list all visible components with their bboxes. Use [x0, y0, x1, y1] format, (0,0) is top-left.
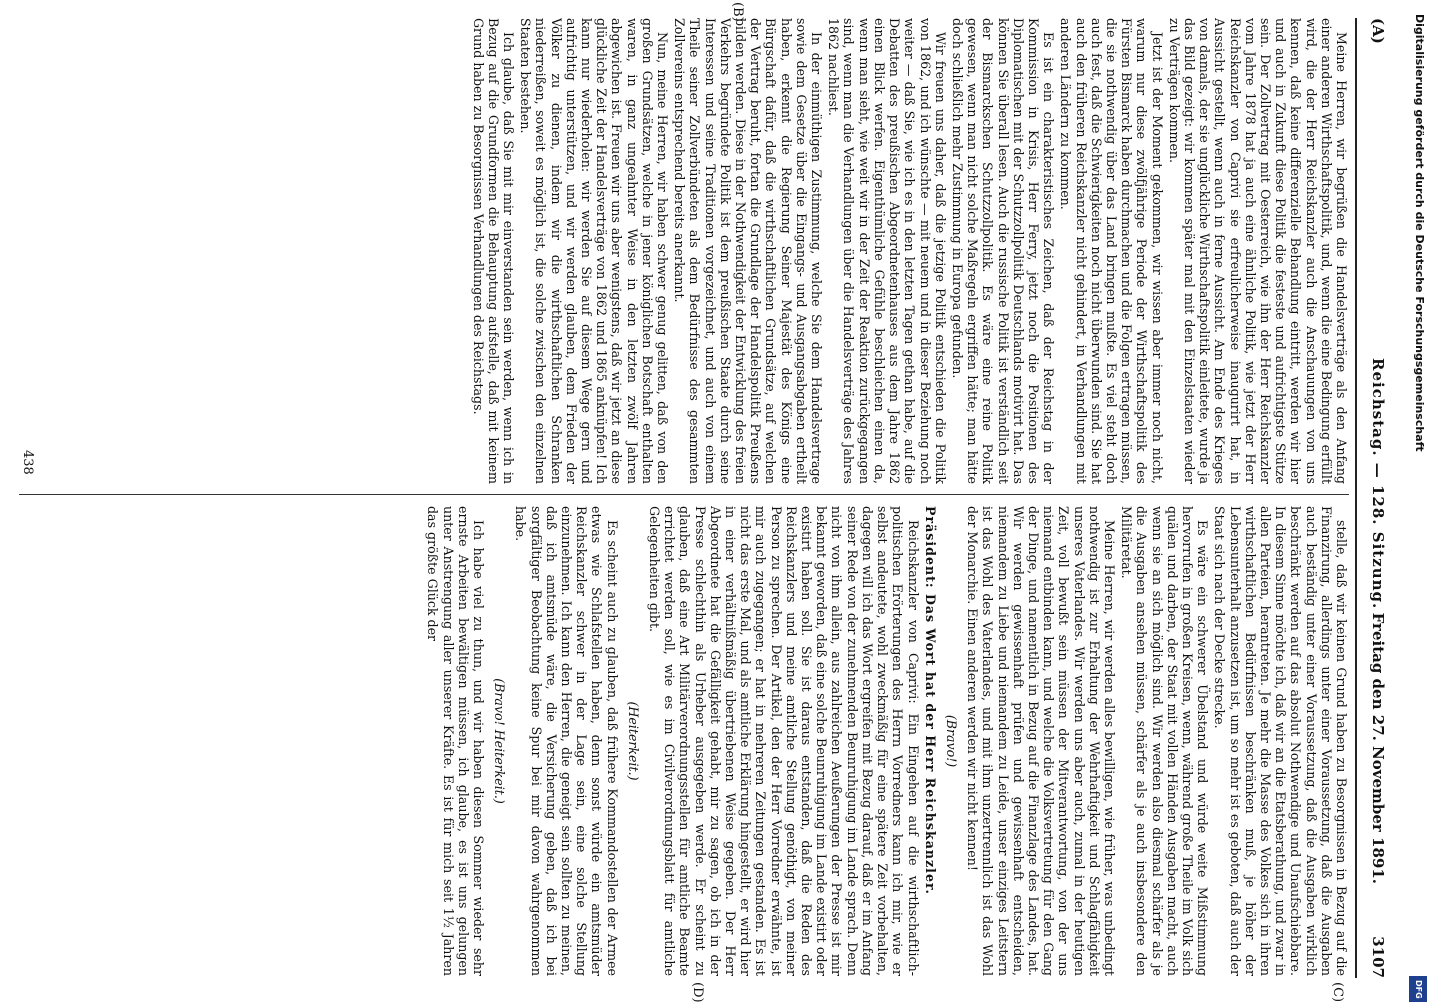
margin-marker-c: (C) [1330, 982, 1345, 1003]
margin-marker-d: (D) [690, 982, 705, 1003]
bottom-page-number: 438 [20, 450, 35, 475]
header-page-number: 3107 [1369, 936, 1387, 978]
paragraph: Ich glaube, daß Sie mit mir einverstanden sein werden, wenn ich in Bezug auf die Grundformen die Behauptung aufstelle, daß mit keinem Grund haben zu Besorgnissen Verhandlungen des Reichstags. [470, 18, 517, 484]
dfg-logo-icon: DFG [1409, 976, 1427, 1002]
page-header [1359, 18, 1387, 978]
header-date-and-page [1369, 613, 1387, 978]
speech-paragraph: Ich habe viel zu thun, und wir haben diesen Sommer wieder sehr ernste Arbeiten bewältigen müssen, ich glaube, es ist uns gelungen unter Anstrengung aller unserer Kräfte. Es ist für mich seit 1½ Jahren das größte Glück der [425, 506, 487, 976]
paragraph: Es wäre ein schwerer Übelstand und würde weite Mißstimmung hervorrufen in großen Kreisen, wenn, während große Theile im Volk sich quälen und darben, der Staat mit vollen Händen Ausgaben macht, auch wenn sie an sich möglich sind. Wir werden also diesmal schärfer als je die Ausgaben ansehen müssen, schärfer als je auch insbesondere den Militäretat. [1119, 506, 1211, 976]
speech-paragraph: Es scheint auch zu glauben, daß frühere Kommandostellen der Armee etwas wie Schlafstellen haben, denn sonst würde ein amtsmüder Reichskanzler schwer in der Lage sein, eine solche Stellung einzunehmen. Ich kann den Herren, die geneigt sein sollten zu meinen, daß ich amtsmüde wäre, die Versicherung geben, daß ich bei sorgfältiger Beobachtung keine Spur bei mir davon wahrgenommen habe. [513, 506, 620, 976]
paragraph: Nun, meine Herren, wir haben schwer genug gelitten, daß von den großen Grundsätzen, welche in jener königlichen Botschaft enthalten waren, in ganz ungeahnter Weise in den letzten zwölf Jahren abgewichen ist. Freuen wir uns aber wenigstens, daß wir jetzt an diese glückliche Zeit der Handelsverträge von 1862 und 1865 anknüpfen! Ich kann nur wiederholen: wir werden Sie auf diesem Wege gern und aufrichtig unterstützen, und wir werden glauben, dem Frieden der Völker zu dienen, indem wir die wirthschaftlichen Schranken niederreißen, soweit es möglich ist, die solche zwischen den einzelnen Staaten bestehen. [518, 18, 671, 484]
applause-note-2: (Bravo! Heiterkeit.) [492, 678, 508, 804]
digitization-note: Digitalisierung gefördert durch die Deutsche Forschungsgemeinschaft [1413, 14, 1426, 452]
paragraph: Meine Herren, wir werden alles bewilligen, wie früher, was unbedingt nothwendig ist zur Erhaltung der Wehrhaftigkeit und Schlagfähigkeit unseres Vaterlandes. Wir werden uns aber auch, zumal in der heutigen Zeit, voll bewußt sein müssen der Mitverantwortung, von der uns niemand entbinden kann, und welche die Volksvertretung für den Gang der Dinge, und namentlich in Bezug auf die Finanzlage des Landes, hat. Wir werden gewissenhaft prüfen und gewissenhaft entscheiden, niemandem zu Liebe und niemandem zu Leide, unser einziges Leitstern ist das Wohl des Vaterlandes, und mit ihm unzertrennlich ist das Wohl der Monarchie. Einen anderen werden wir nicht kennen! [965, 506, 1117, 976]
chair-line: Präsident: Das Wort hat der Herr Reichskanzler. [922, 506, 938, 895]
laughter-note: (Heiterkeit.) [625, 701, 641, 781]
paragraph: Jetzt ist der Moment gekommen, wir wissen aber immer noch nicht, warum nur diese zwölfjährige Periode der Wirthschaftspolitik des Fürsten Bismarck haben durchmachen und die Folgen ertragen müssen, die sie nothwendig über das Land bringen mußte. Es viel steht doch auch fest, daß die Schwierigkeiten noch nicht überwunden sind. Sie hat auch den früheren Reichskanzler nicht gehindert, in Verhandlungen mit anderen Ländern zu kommen. [1058, 18, 1165, 484]
paragraph: Meine Herren, wir begrüßen die Handelsverträge als den Anfang einer anderen Wirthschaftspolitik, und, wenn die eine Bedingung erfüllt wird, die der Herr Reichskanzler auch die Anschauungen von uns kennen, daß keine differenzielle Behandlung eintritt, werden wir hier und auch in Zukunft diese Politik die festeste und aufrichtigste Stütze sein. Der Zollvertrag mit Oesterreich, wie ihn der Herr Reichskanzler vom Jahre 1878 hat ja auch eine ähnliche Politik, wie jetzt der Herr Reichskanzler von Caprivi sie erfreulicherweise inaugurirt hat, in Aussicht gestellt, wenn auch in ferne Aussicht. Am Ende des Krieges von damals, der sie unglückliche Wirthschaftspolitik einleitete, wurde ja das Bild gezeigt: wir kommen später mal mit den Einzelstaaten wieder zu Verträgen kommen. [1166, 18, 1349, 484]
paragraph: Wir freuen uns daher, daß die jetzige Politik entschieden die Politik von 1862, und ich wünschte — mit neuem und in dieser Beziehung noch weiter — daß Sie, wie ich es in den letzten Tagen gethan habe, auf die Debatten des preußischen Abgeordnetenhauses aus dem Jahre 1862 einen Blick werfen. Eigenthümliche Gefühle beschleichen einen da, wenn man sieht, wie weit wir in der Zeit der Reaktion zurückgegangen sind, wenn man die Verhandlungen über die Handelsverträge des Jahres 1862 nachliest. [826, 18, 948, 484]
left-column [19, 18, 1349, 484]
column-divider [19, 494, 1349, 495]
paragraph: stelle, daß wir keinen Grund haben zu Besorgnissen in Bezug auf die Finanzirung, allerdings unter einer Voraussetzung, daß die Ausgaben auch beständig unter einer Voraussetzung, daß die Ausgaben wirklich beschränkt werden auf das absolut Nothwendige und Unaufschiebbare. In diesem Sinne möchte ich, daß wir an die Etatsberathung, und zwar in allen Parteien, herantreten. Je mehr die Masse des Volkes sich in ihren wirthschaftlichen Bedürfnissen beschränken muß, je höher der Lebensunterhalt anzusetzen ist, um so mehr ist es geboten, daß auch der Staat sich nach der Decke strecke. [1212, 506, 1349, 976]
applause-note: (Bravo!) [943, 714, 959, 768]
quoted-paragraph: In der einmüthigen Zustimmung, welche Sie dem Handelsvertrage sowie dem Gesetze über die Eingangs- und Ausgangsabgaben ertheilt haben, erkennt die Regierung Seiner Majestät des Königs eine Bürgschaft dafür, daß die wirthschaftlichen Grundsätze, auf welchen der Vertrag beruht, fortan die Grundlage der Handelspolitik Preußens bilden werden. Diese in der Nothwendigkeit der Entwicklung des freien Verkehrs begründete Politik ist dem preußischen Staate durch seine Interessen und seine Traditionen vorgezeichnet, und auch von einem Theile seiner Zollverbündeten als dem Bedürfnisse des gesammten Zollvereins entsprechend bereits anerkannt. [672, 18, 825, 484]
header-title: Reichstag. — 128. Sitzung. [1369, 358, 1387, 610]
header-date: Freitag den 27. November 1891. [1369, 612, 1387, 885]
right-column [19, 506, 1349, 976]
margin-marker-b: (B) [730, 2, 745, 22]
paragraph: Es ist ein charakteristisches Zeichen, daß der Reichstag in der Kommission in Krisis, Herr Ferry, jetzt noch die Positionen des Diplomatischen mit der Schutzzollpolitik Deutschlands motivirt hat. Das können Sie überall lesen. Auch die russische Politik ist verständlich seit der Bismarckschen Schutzzollpolitik. Es wäre eine reine Politik gewesen, wenn man nicht solche Maßregeln ergriffen hätte; man hätte doch schließlich mehr Zustimmung in Europa gefunden. [949, 18, 1057, 484]
speech-paragraph: Reichskanzler von Caprivi: Ein Eingehen auf die wirthschaftlich-politischen Erörterungen des Herrn Vorredners kann ich mir, wie er selbst andeutete, wohl zweckmäßig für eine spätere Zeit vorbehalten, dagegen will ich das Wort ergreifen mit Bezug darauf, daß er im Anfang seiner Rede von der zunehmenden Beunruhigung im Lande sprach. Denn nicht von ihm allein, aus zahlreichen Aeußerungen der Presse ist mir bekannt geworden, daß eine solche Beunruhigung im Lande existirt oder existirt haben soll. Sie ist daraus entstanden, daß die Reden des Reichskanzlers und meine amtliche Stellung genöthigt, von meiner Person zu sprechen. Der Artikel, den der Herr Vorredner erwähnte, ist mir auch zugegangen; er hat in mehreren Zeitungen gestanden. Es ist nicht das erste Mal, und als amtliche Erklärung hingestellt, er wird hier in einer verhältnißmäßig übertriebenen Weise gegeben. Der Herr Abgeordnete hat die Gefälligkeit gehabt, mir zu sagen, ob ich in der Presse schlechthin als Urheber ausgegeben werde. Er scheint zu glauben, daß eine Art Militärverordnungsstellen für amtliche Beamte errichtet werden soll, wie es im Civilverordnungsblatt für amtliche Gelegenheiten gibt. [647, 506, 921, 976]
digitization-footer [1408, 14, 1428, 999]
header-rule [1355, 18, 1357, 978]
margin-marker-a: (A) [1369, 18, 1387, 44]
